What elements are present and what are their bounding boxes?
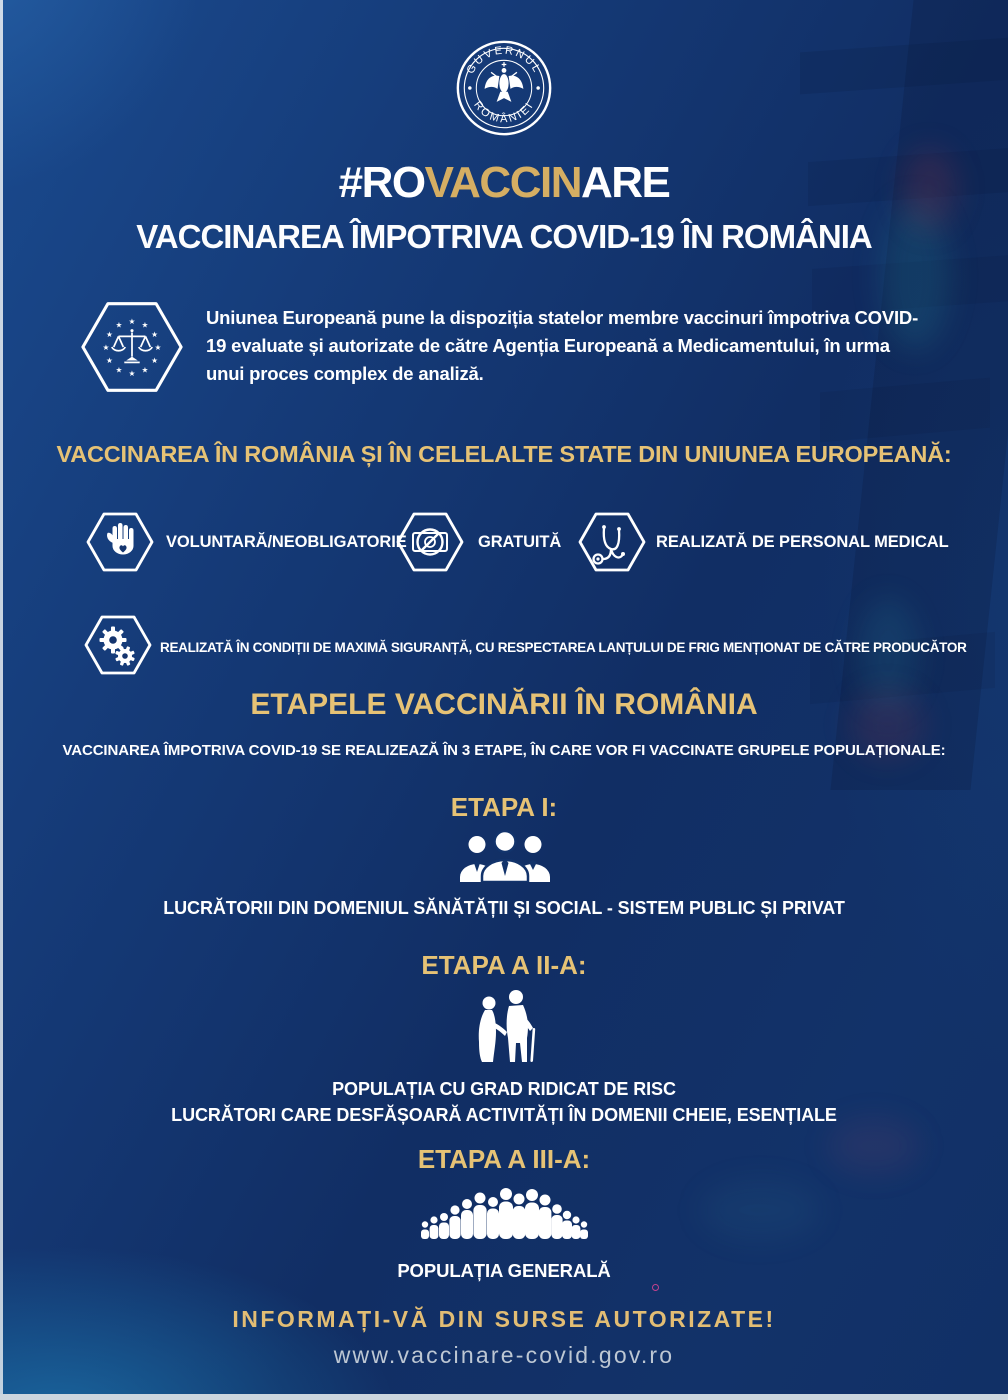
background-shape: [800, 38, 1008, 95]
seal-top-text: GUVERNUL: [464, 44, 544, 77]
svg-text:★: ★: [141, 365, 149, 375]
scan-dot-artifact: [652, 1284, 659, 1291]
elderly-couple-icon: [464, 986, 544, 1064]
feature-label-free: GRATUITĂ: [478, 533, 562, 551]
feature-label-medical-staff: REALIZATĂ DE PERSONAL MEDICAL: [656, 533, 949, 551]
svg-text:★: ★: [106, 355, 113, 365]
title-suffix: ARE: [581, 158, 670, 207]
eagle-coat-of-arms: [485, 62, 524, 102]
feature-label-voluntary: VOLUNTARĂ/NEOBLIGATORIE: [166, 533, 407, 551]
guvernul-romaniei-seal-icon: [456, 40, 552, 136]
svg-text:★: ★: [106, 329, 113, 339]
svg-text:★: ★: [128, 316, 136, 326]
stage2-title: ETAPA A II-A:: [421, 950, 587, 980]
svg-text:★: ★: [115, 365, 123, 375]
no-cost-icon: [396, 512, 464, 572]
footer-cta: INFORMAȚI-VĂ DIN SURSE AUTORIZATE!: [232, 1306, 776, 1332]
feature-label-safety-cold-chain: REALIZATĂ ÎN CONDIȚII DE MAXIMĂ SIGURANȚĂ, CU RESPECTAREA LANȚULUI DE FRIG MENȚIONAT DE CĂTRE PRODUCĂTOR: [160, 640, 967, 655]
svg-text:★: ★: [102, 342, 110, 352]
background-teal-blur: [700, 1180, 820, 1240]
stethoscope-icon: [578, 512, 646, 572]
footer-url: www.vaccinare-covid.gov.ro: [333, 1342, 675, 1368]
stage3-title: ETAPA A III-A:: [417, 1144, 591, 1174]
poster-subtitle: VACCINAREA ÎMPOTRIVA COVID-19 ÎN ROMÂNIA: [136, 218, 872, 255]
svg-text:★: ★: [151, 355, 158, 365]
background-band: [830, 0, 1008, 790]
hand-heart-icon: [86, 512, 154, 572]
stage2-label-line2: LUCRĂTORI CARE DESFĂȘOARĂ ACTIVITĂȚI ÎN DOMENII CHEIE, ESENȚIALE: [171, 1105, 837, 1125]
healthcare-workers-icon: [450, 830, 560, 882]
eu-intro-text: Uniunea Europeană pune la dispoziția statelor membre vaccinuri împotriva COVID-19 evaluate și autorizate de către Agenția Europeană a Medicamentului, în urma unui proces complex de analiză.: [206, 307, 919, 384]
general-population-icon: [419, 1182, 589, 1240]
gears-icon: [84, 614, 152, 676]
title-highlight: VACCIN: [424, 158, 581, 207]
svg-text:★: ★: [128, 368, 136, 378]
eu-section-header: VACCINAREA ÎN ROMÂNIA ȘI ÎN CELELALTE STATE DIN UNIUNEA EUROPEANĂ:: [56, 441, 952, 467]
stages-intro: VACCINAREA ÎMPOTRIVA COVID-19 SE REALIZEAZĂ ÎN 3 ETAPE, ÎN CARE VOR FI VACCINATE GRUPELE POPULAȚIONALE:: [62, 742, 946, 759]
stage2-labels: [0, 1076, 1008, 1128]
svg-text:★: ★: [115, 320, 123, 330]
poster-title: [0, 158, 1008, 208]
svg-text:ROMÂNIEI: [471, 99, 536, 125]
scan-edge-bottom: [0, 1394, 1008, 1400]
scales-of-justice: [112, 329, 152, 362]
stage1-label: LUCRĂTORII DIN DOMENIUL SĂNĂTĂȚII ȘI SOCIAL - SISTEM PUBLIC ȘI PRIVAT: [163, 898, 845, 918]
svg-text:★: ★: [154, 342, 162, 352]
stages-header: ETAPELE VACCINĂRII ÎN ROMÂNIA: [250, 688, 758, 721]
stage2-label-line1: POPULAȚIA CU GRAD RIDICAT DE RISC: [332, 1079, 676, 1099]
title-prefix: #RO: [338, 158, 425, 207]
eu-stars-scales-icon: [80, 300, 184, 394]
stage1-title: ETAPA I:: [450, 792, 558, 822]
seal-bottom-text: ROMÂNIEI: [471, 99, 537, 126]
stage3-label: POPULAȚIA GENERALĂ: [397, 1260, 611, 1281]
svg-text:★: ★: [151, 329, 158, 339]
svg-text:★: ★: [141, 320, 149, 330]
